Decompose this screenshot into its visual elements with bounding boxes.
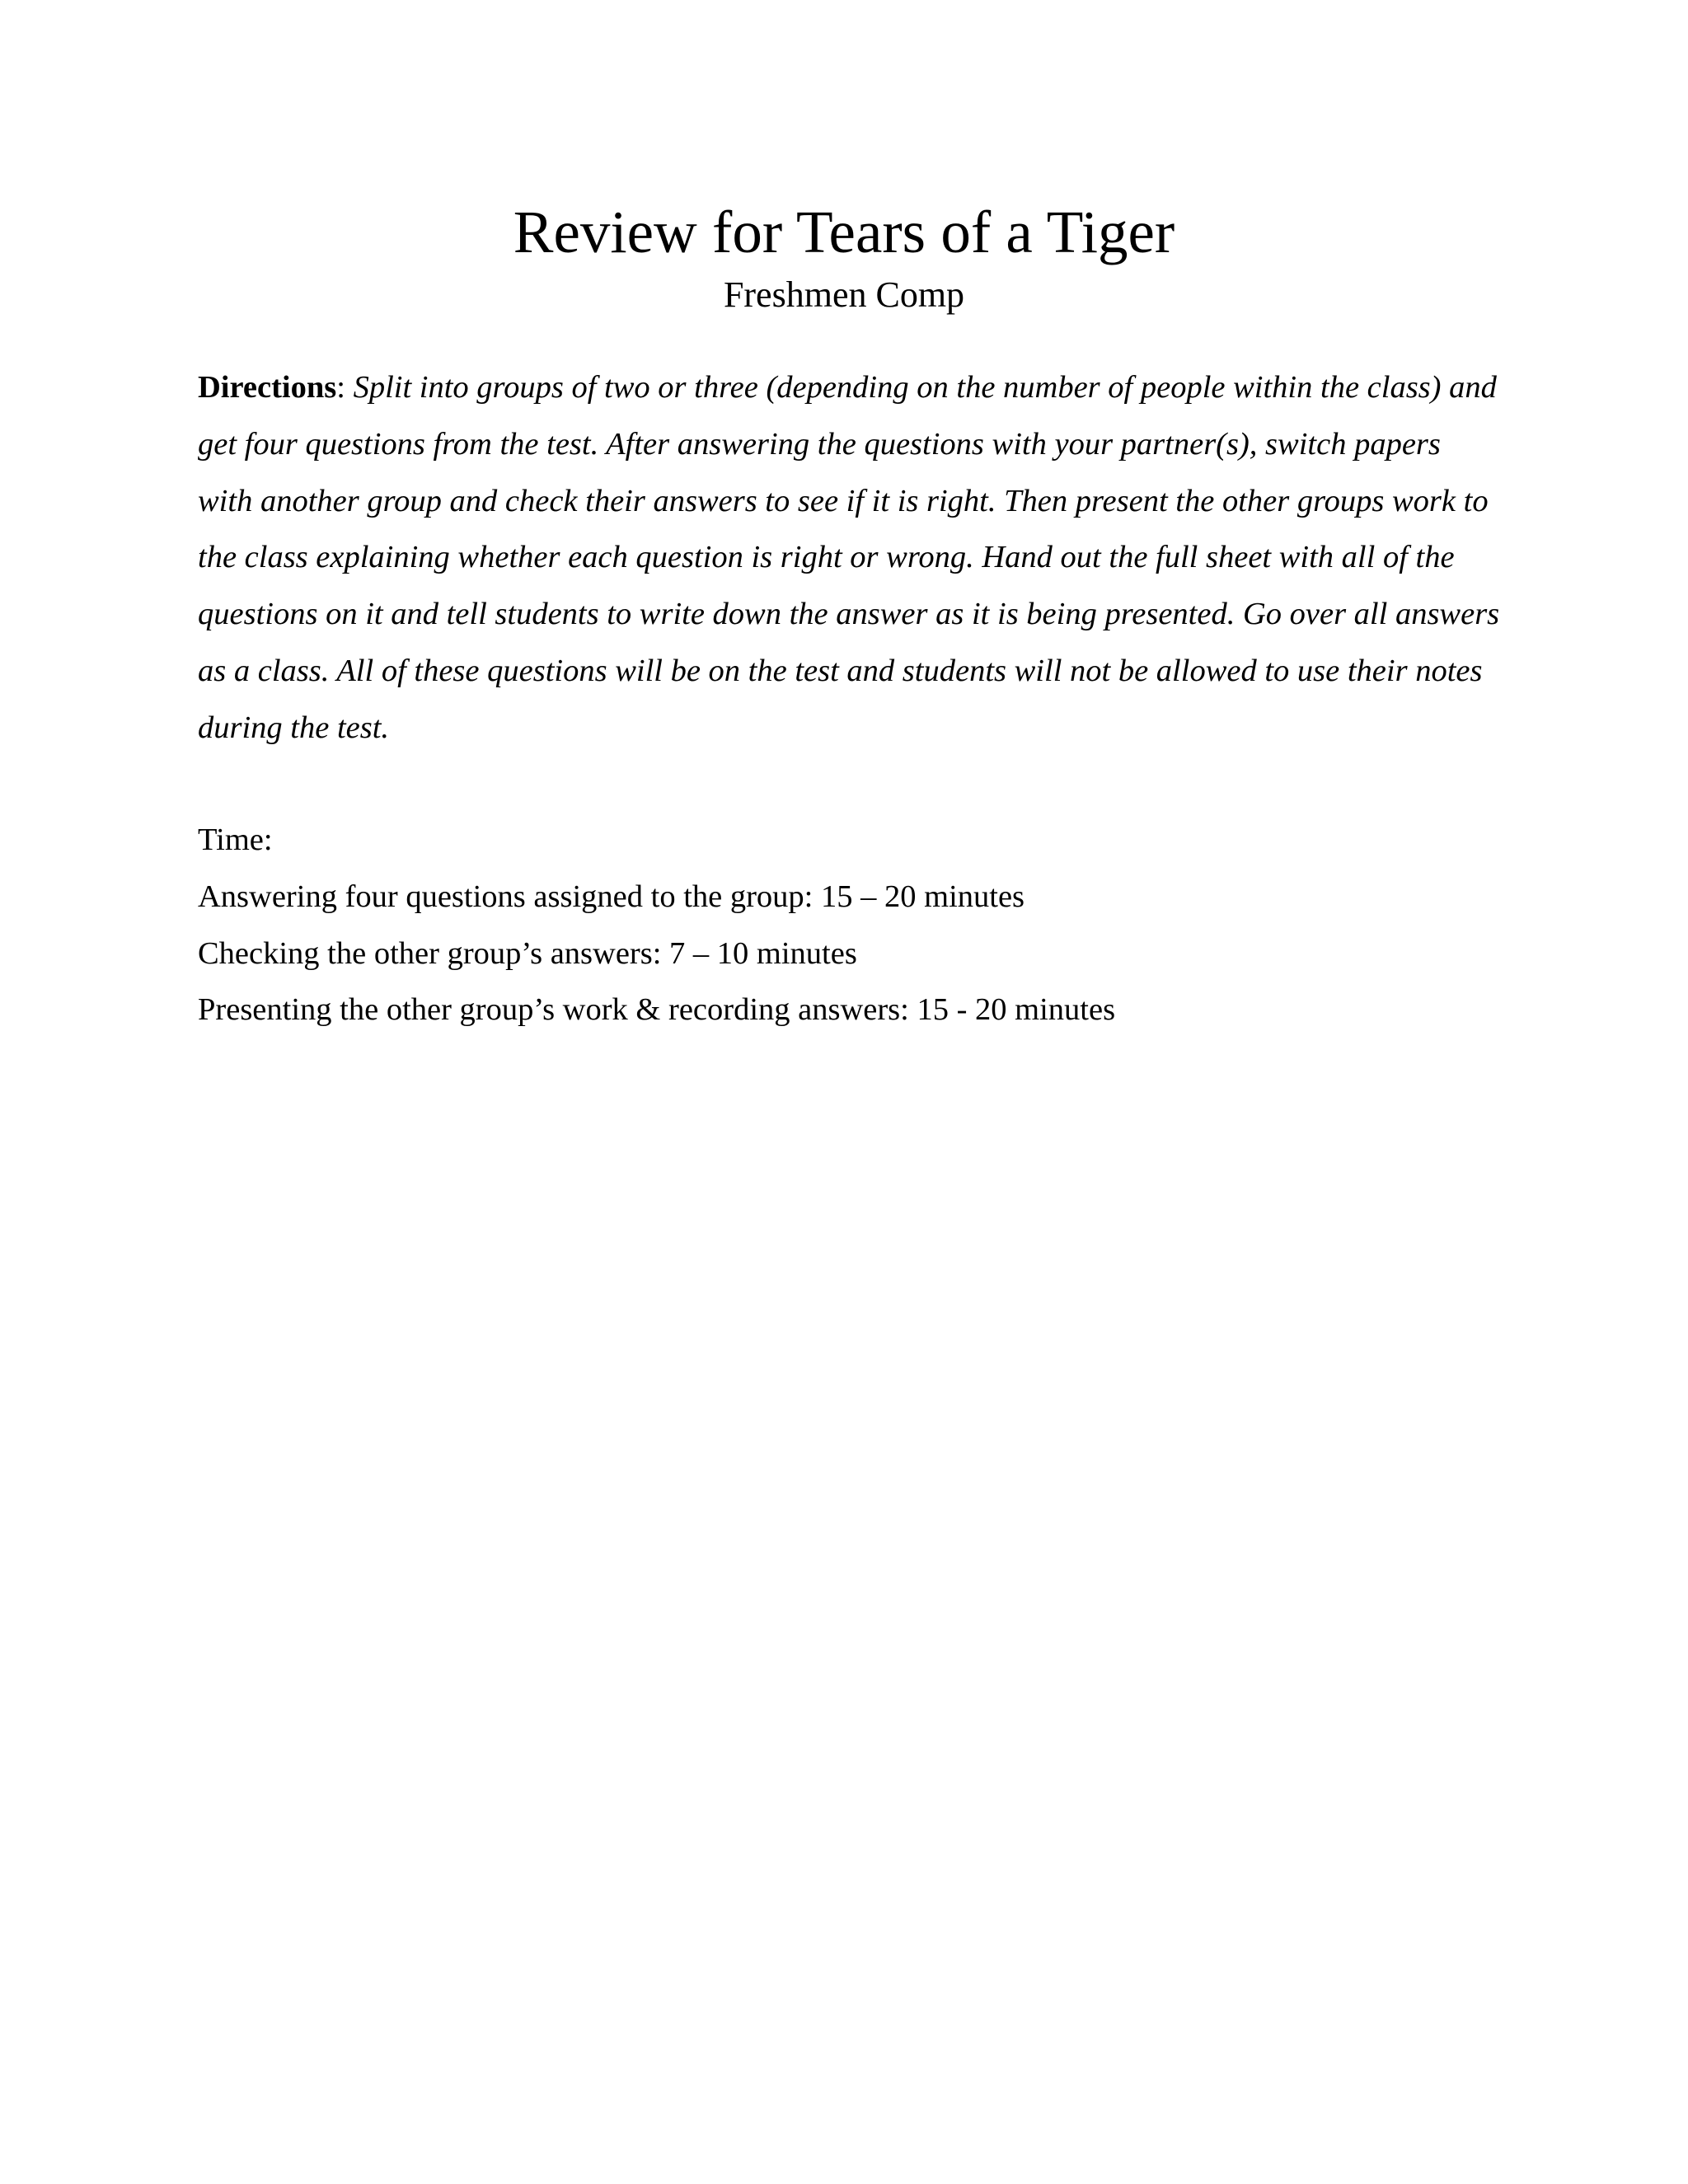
- directions-label: Directions: [198, 370, 337, 405]
- directions-paragraph: [198, 359, 1500, 757]
- time-item-presenting: Presenting the other group’s work & recording answers: 15 - 20 minutes: [198, 992, 1116, 1028]
- time-item-checking: Checking the other group’s answers: 7 – 10 minutes: [198, 935, 857, 971]
- time-section: [198, 812, 1500, 1038]
- directions-separator: :: [336, 370, 354, 405]
- document-header: [0, 194, 1688, 320]
- directions-text: Split into groups of two or three (depending on the number of people within the class) and get four questions from the test. After answering the questions with your partner(s), switch papers with another group and check their answers to see if it is right. Then present the other groups work to the class explaining whether each question is right or wrong. Hand out the full sheet with all of the questions on it and tell students to write down the answer as it is being presented. Go over all answers as a class. All of these questions will be on the test and students will not be allowed to use their notes during the test.: [198, 370, 1500, 745]
- time-item-answering: Answering four questions assigned to the group: 15 – 20 minutes: [198, 879, 1025, 914]
- time-heading: Time:: [198, 823, 273, 857]
- page-subtitle: Freshmen Comp: [723, 274, 965, 315]
- page-title: Review for Tears of a Tiger: [513, 199, 1175, 265]
